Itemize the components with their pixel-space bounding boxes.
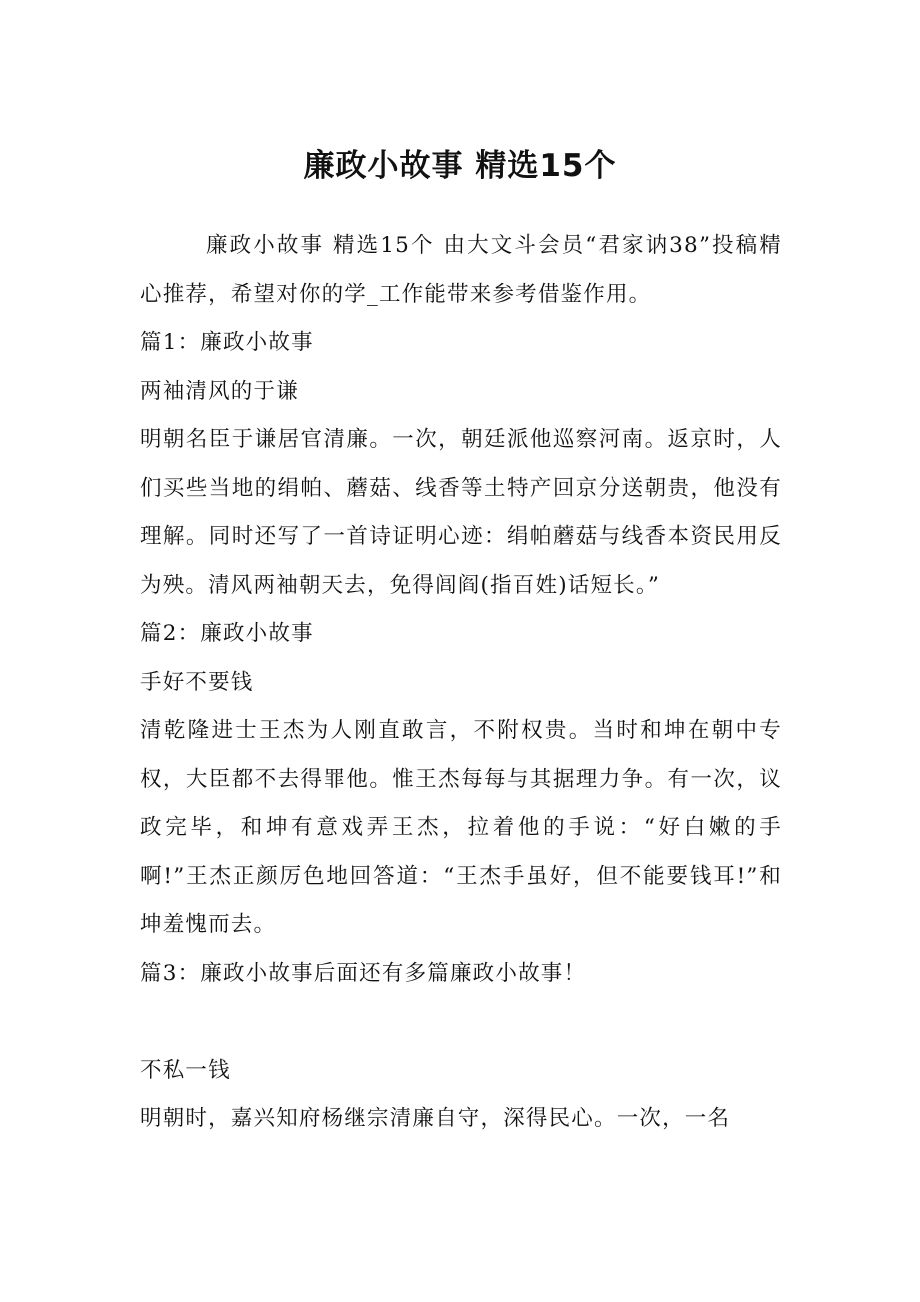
blank-line <box>140 998 782 1047</box>
story-title-3: 不私一钱 <box>140 1057 231 1083</box>
section-heading-3: 篇3：廉政小故事后面还有多篇廉政小故事！ <box>140 960 587 986</box>
document-title: 廉政小故事 精选15个 <box>303 148 617 184</box>
story-title-1: 两袖清风的于谦 <box>140 378 299 404</box>
intro-paragraph: 廉政小故事 精选15个 由大文斗会员“君家讷38”投稿精心推荐，希望对你的学_工作能带来参考借鉴作用。 <box>140 233 782 307</box>
story-body-1: 明朝名臣于谦居官清廉。一次，朝廷派他巡察河南。返京时，人们买些当地的绢帕、蘑菇、线香等土特产回京分送朝贵，他没有理解。同时还写了一首诗证明心迹：绢帕蘑菇与线香本资民用反为殃。清风两袖朝天去，免得闾阎(指百姓)话短长。” <box>140 427 782 598</box>
story-body-3: 明朝时，嘉兴知府杨继宗清廉自守，深得民心。一次，一名 <box>140 1106 731 1131</box>
section-heading-2: 篇2：廉政小故事 <box>140 621 314 646</box>
section-heading-1: 篇1：廉政小故事 <box>140 330 314 355</box>
story-title-2: 手好不要钱 <box>140 669 254 695</box>
document-body <box>140 222 782 1144</box>
story-body-2: 清乾隆进士王杰为人刚直敢言，不附权贵。当时和坤在朝中专权，大臣都不去得罪他。惟王杰每每与其据理力争。有一次，议政完毕，和坤有意戏弄王杰，拉着他的手说：“好白嫩的手啊!”王杰正颜厉色地回答道：“王杰手虽好，但不能要钱耳!”和坤羞愧而去。 <box>140 718 782 937</box>
